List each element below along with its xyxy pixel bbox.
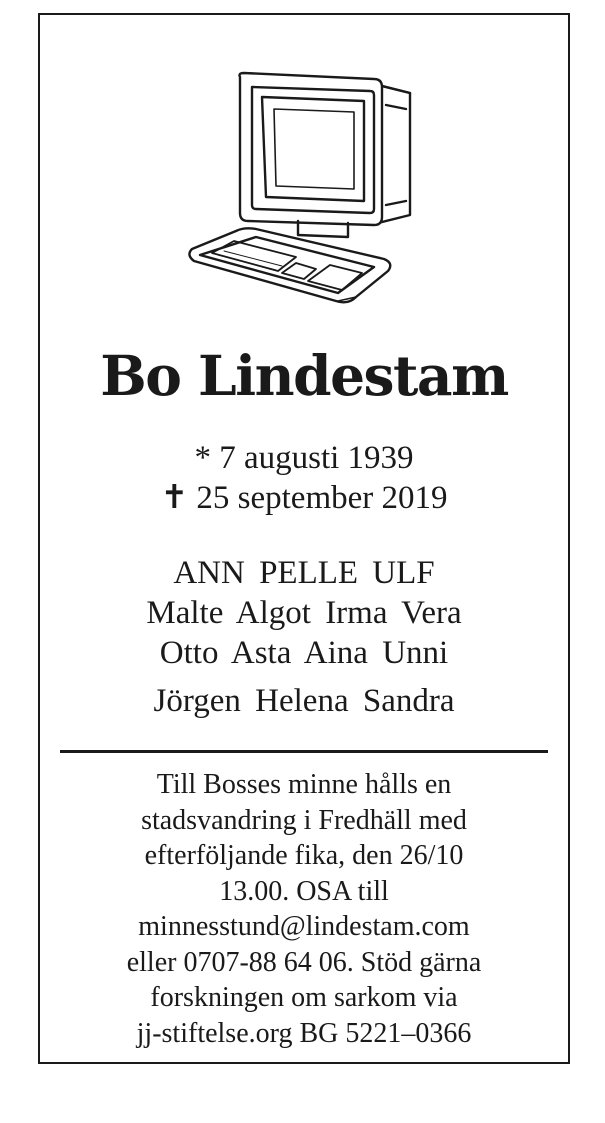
death-date: ✝ 25 september 2019 bbox=[160, 480, 448, 516]
notice-line: Till Bosses minne hålls en bbox=[156, 769, 452, 800]
family-names bbox=[40, 553, 568, 721]
notice-line: forskningen om sarkom via bbox=[150, 982, 458, 1013]
birth-date: * 7 augusti 1939 bbox=[194, 440, 414, 476]
memorial-notice bbox=[50, 767, 558, 1051]
family-line-4: Jörgen Helena Sandra bbox=[153, 683, 455, 719]
dates bbox=[40, 438, 568, 518]
notice-email: minnesstund@lindestam.com bbox=[138, 911, 470, 942]
notice-line: stadsvandring i Fredhäll med bbox=[141, 804, 467, 836]
obituary-frame bbox=[38, 13, 570, 1064]
family-line-3: Otto Asta Aina Unni bbox=[159, 635, 449, 671]
notice-line: 13.00. OSA till bbox=[219, 875, 389, 907]
family-line-1: ANN PELLE ULF bbox=[173, 555, 435, 591]
notice-line: jj-stiftelse.org BG 5221–0366 bbox=[136, 1017, 472, 1049]
computer-icon bbox=[178, 65, 418, 305]
notice-line: efterföljande fika, den 26/10 bbox=[144, 840, 464, 871]
deceased-name: Bo Lindestam bbox=[100, 343, 508, 408]
notice-line: eller 0707-88 64 06. Stöd gärna bbox=[126, 946, 482, 978]
family-line-2: Malte Algot Irma Vera bbox=[146, 595, 462, 631]
divider bbox=[60, 750, 548, 753]
